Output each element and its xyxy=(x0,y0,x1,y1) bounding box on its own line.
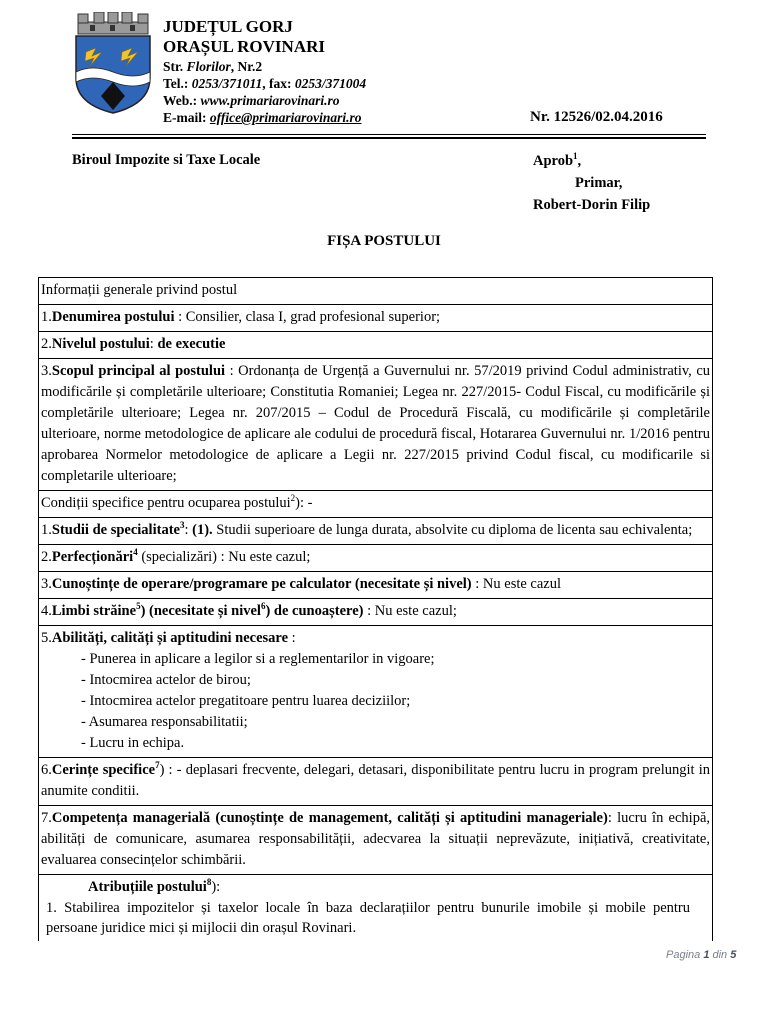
table-row: 6.Cerințe specifice$^7$) : - deplasari frecvente, delegari, detasari, disponibilitate pentru lucru in program prelungit in anumite conditii. xyxy=(39,758,713,806)
registration-number: Nr. 12526/02.04.2016 xyxy=(530,109,663,125)
field-label: Competența managerială (cunoștințe de management, calități și aptitudini manageriale) xyxy=(51,810,608,826)
approval-label: Aprob$^1$, xyxy=(533,151,582,169)
table-row: 2.Perfecționări$^4$ (specializări) : Nu este cazul; xyxy=(39,545,713,572)
phone-fax: Tel.: 0253/371011, fax: 0253/371004 xyxy=(163,76,367,91)
table-row: 1.Denumirea postului : Consilier, clasa I, grad profesional superior; xyxy=(39,305,713,332)
website-link[interactable]: www.primariarovinari.ro xyxy=(200,93,340,108)
page-indicator: Pagina 1 din 5 xyxy=(666,949,737,961)
field-label: Denumirea postului xyxy=(51,309,175,325)
list-item: - Punerea in aplicare a legilor si a reglementarilor in vigoare; xyxy=(81,651,435,667)
field-label: Cunoștințe de operare/programare pe calculator (necesitate și nivel) xyxy=(51,576,472,592)
abilities-list xyxy=(41,649,710,754)
website: Web.: www.primariarovinari.ro xyxy=(163,93,340,108)
list-item: - Intocmirea actelor de birou; xyxy=(81,672,251,688)
department-name: Biroul Impozite si Taxe Locale xyxy=(72,152,261,168)
table-row: 1.Studii de specialitate$^3$: (1). Studii superioare de lunga durata, absolvite cu diploma de licenta sau echivalenta; xyxy=(39,518,713,545)
county-name: JUDEȚUL GORJ xyxy=(163,17,293,36)
general-info-heading: Informații generale privind postul xyxy=(39,278,713,305)
list-item: - Asumarea responsabilitatii; xyxy=(81,714,248,730)
approval-block xyxy=(533,150,693,216)
list-item: - Lucru in echipa. xyxy=(81,735,185,751)
field-label: Nivelul postului xyxy=(51,336,150,352)
approval-role: Primar, xyxy=(575,175,623,191)
table-row: 5.Abilități, calități și aptitudini necesare : - Punerea in aplicare a legilor si a reglementarilor in vigoare; - Intocmirea actelor de birou; - Intocmirea actelor pregatitoare pentru luarea deciziilor; - Asumarea responsabilitatii; - Lucru in echipa. xyxy=(39,626,713,758)
table-row: 3.Cunoștințe de operare/programare pe calculator (necesitate și nivel) : Nu este cazul xyxy=(39,572,713,599)
job-description-table xyxy=(38,277,713,941)
field-label: Abilități, calități și aptitudini necesare xyxy=(51,630,289,646)
town-name: ORAȘUL ROVINARI xyxy=(163,37,325,56)
table-row: Condiții specifice pentru ocuparea postului$^2$): - xyxy=(39,491,713,518)
field-label: Perfecționări xyxy=(51,549,134,565)
table-row xyxy=(39,278,713,305)
coat-of-arms-logo xyxy=(72,12,154,114)
field-label: Limbi străine$^5$) (necesitate și nivel$^6$) de cunoaștere) xyxy=(51,601,364,619)
header-divider-thick xyxy=(72,137,706,139)
approval-name: Robert-Dorin Filip xyxy=(533,197,651,213)
field-label: Scopul principal al postului xyxy=(51,363,226,379)
table-row: Atribuțiile postului$^8$): 1. Stabilirea impozitelor și taxelor locale în baza declarațiilor pentru bunurile imobile și mobile pentru persoane juridice mici și mijlocii din orașul Rovinari. xyxy=(39,875,713,942)
email: E-mail: office@primariarovinari.ro xyxy=(163,110,362,125)
list-item: 1. Stabilirea impozitelor și taxelor locale în baza declarațiilor pentru bunurile imobile și mobile pentru persoane juridice mici și mijlocii din orașul Rovinari. xyxy=(46,900,690,936)
street-address: Str. Florilor, Nr.2 xyxy=(163,59,263,74)
list-item: - Intocmirea actelor pregatitoare pentru luarea deciziilor; xyxy=(81,693,411,709)
header-divider-thin xyxy=(72,134,706,135)
document-title: FIȘA POSTULUI xyxy=(327,233,441,249)
table-row: 4.Limbi străine$^5$) (necesitate și nivel$^6$) de cunoaștere) : Nu este cazul; xyxy=(39,599,713,626)
field-label: Atribuțiile postului xyxy=(88,879,207,895)
table-row: 7.Competența managerială (cunoștințe de management, calități și aptitudini manageriale): lucru în echipă, abilități de comunicare, asumarea responsabilității, adecvarea la situații neprevăzute, inițiativă, creativitate, evaluarea consecințelor schimbării. xyxy=(39,806,713,875)
table-row: 3.Scopul principal al postului : Ordonanța de Urgență a Guvernului nr. 57/2019 privind Codul administrativ, cu modificările și completările ulterioare; Constitutia Romaniei; Legea nr. 227/2015- Codul Fiscal, cu modificările și completările ulterioare; Legea nr. 207/2015 – Codul de Procedură Fiscală, cu modificările și completările ulterioare, norme metodologice de aplicare ale codului de procedură fiscal, Hotararea Guvernului nr. 1/2016 pentru aprobarea Normelor metodologice de aplicare a Legii nr. 227/2015 privind Codul fiscal, cu modificarile si completarile ulterioare; xyxy=(39,359,713,491)
table-row: 2.Nivelul postului: de executie xyxy=(39,332,713,359)
email-link[interactable]: office@primariarovinari.ro xyxy=(209,110,362,125)
field-label: Studii de specialitate xyxy=(51,522,180,538)
field-label: Cerințe specifice xyxy=(51,762,156,778)
